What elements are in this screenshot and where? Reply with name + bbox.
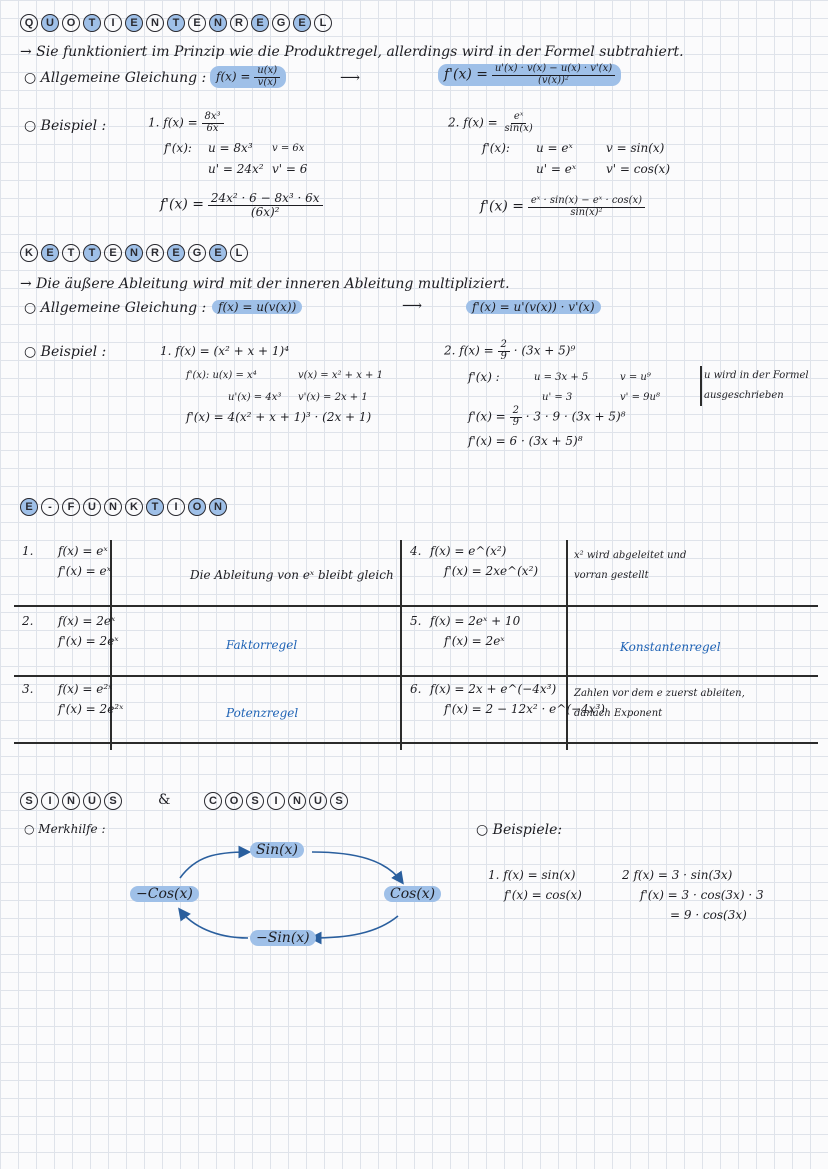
heading-letter: K <box>20 244 38 262</box>
heading-letter: N <box>209 498 227 516</box>
quotient-example-label: ○ Beispiel : <box>24 118 107 134</box>
quotient-ex1-u: u = 8x³ <box>208 141 253 155</box>
efunc-table-rule-2 <box>14 675 818 677</box>
efunc-row-function: f(x) = e²ˣ <box>58 682 113 696</box>
efunc-row-derivative: f'(x) = eˣ <box>58 564 111 578</box>
chain-side-note-line2: ausgeschrieben <box>704 390 784 401</box>
efunc-table-rule-1 <box>14 605 818 607</box>
heading-letter: E <box>188 14 206 32</box>
efunc-table-divider-3 <box>566 540 568 750</box>
quotient-ex1-deriv-label: f'(x): <box>164 141 192 155</box>
efunc-row-note: Faktorregel <box>226 638 298 652</box>
sincos-ex1-derivative: f'(x) = cos(x) <box>504 888 582 902</box>
chain-general-label: ○ Allgemeine Gleichung : <box>24 300 207 316</box>
efunc-row-derivative: f'(x) = 2xe^(x²) <box>444 564 539 578</box>
heading-letter: T <box>167 14 185 32</box>
efunc-row-number: 1. <box>22 544 34 558</box>
heading-letter: U <box>83 792 101 810</box>
sincos-ex2-simplified: = 9 · cos(3x) <box>670 908 747 922</box>
quotient-ex2-v-prime: v' = cos(x) <box>606 162 670 176</box>
heading-letter: E <box>209 244 227 262</box>
heading-letter: T <box>83 14 101 32</box>
heading-letter: U <box>83 498 101 516</box>
efunc-row-derivative: f'(x) = 2eˣ <box>444 634 505 648</box>
sincos-ex1-function: 1. f(x) = sin(x) <box>488 868 576 882</box>
heading-letter: I <box>104 14 122 32</box>
efunc-row-function: f(x) = 2x + e^(−4x³) <box>430 682 557 696</box>
chain-ex2-line1: 2. f(x) = $\frac{2}{9}$ · (3x + 5)⁹ <box>444 339 576 362</box>
arrow-cos-to-negsin <box>312 916 398 938</box>
heading-letter: U <box>41 14 59 32</box>
efunc-row-number: 5. <box>410 614 422 628</box>
efunc-table-divider-2 <box>400 540 402 750</box>
chain-ex1-line2a: f'(x): u(x) = x⁴ <box>186 370 257 381</box>
chain-ex2-line2c: v = u⁹ <box>620 372 651 383</box>
chain-side-note-divider <box>700 366 702 406</box>
chain-arrow: ⟶ <box>402 298 423 314</box>
quotient-general-label: ○ Allgemeine Gleichung : <box>24 70 207 86</box>
efunc-row-derivative: f'(x) = 2eˣ <box>58 634 119 648</box>
chain-side-note-line1: u wird in der Formel <box>704 370 809 381</box>
efunc-table-rule-3 <box>14 742 818 744</box>
chain-ex1-line2b: v(x) = x² + x + 1 <box>298 370 383 381</box>
heading-letter: E <box>293 14 311 32</box>
heading-letter: T <box>146 498 164 516</box>
quotient-ex2-v: v = sin(x) <box>606 141 665 155</box>
sincos-neg-cos: −Cos(x) <box>130 886 199 902</box>
heading-letter: S <box>104 792 122 810</box>
chain-example-label: ○ Beispiel : <box>24 344 107 360</box>
heading-letter: S <box>246 792 264 810</box>
efunc-row-number: 2. <box>22 614 34 628</box>
efunc-row-note: Die Ableitung von eˣ bleibt gleich <box>190 568 394 582</box>
quotient-arrow: ⟶ <box>340 70 361 86</box>
heading-letter: L <box>230 244 248 262</box>
heading-letter: E <box>125 14 143 32</box>
heading-letter: O <box>188 498 206 516</box>
sincos-ampersand: & <box>158 792 171 808</box>
heading-letter: E <box>167 244 185 262</box>
sincos-title-sinus <box>20 792 122 810</box>
quotient-ex1-u-prime: u' = 24x² <box>208 162 264 176</box>
chain-ex2-line5: f'(x) = 6 · (3x + 5)⁸ <box>468 434 583 448</box>
efunc-row-note: Zahlen vor dem e zuerst ableiten, <box>574 688 745 699</box>
chain-ex1-line1: 1. f(x) = (x² + x + 1)⁴ <box>160 344 290 358</box>
heading-letter: I <box>41 792 59 810</box>
sincos-sin: Sin(x) <box>250 842 304 858</box>
heading-letter: N <box>125 244 143 262</box>
heading-letter: O <box>225 792 243 810</box>
chain-ex1-line3a: u'(x) = 4x³ <box>228 392 282 403</box>
arrow-sin-to-cos <box>312 852 402 882</box>
quotient-ex1-v-prime: v' = 6 <box>272 162 308 176</box>
heading-letter: S <box>20 792 38 810</box>
quotient-intro: → Sie funktioniert im Prinzip wie die Produktregel, allerdings wird in der Formel subtrahiert. <box>20 44 684 60</box>
heading-letter: R <box>146 244 164 262</box>
efunc-row-number: 4. <box>410 544 422 558</box>
arrow-negsin-to-negcos <box>180 910 248 938</box>
heading-letter: N <box>146 14 164 32</box>
chain-derivative-formula: f'(x) = u'(v(x)) · v'(x) <box>466 300 601 314</box>
efunc-row-note-line2: vorran gestellt <box>574 570 649 581</box>
heading-letter: G <box>188 244 206 262</box>
quotient-derivative-formula: f'(x) = $\frac{u'(x) \cdot v(x) - u(x) \cdot v'(x)}{\text{(v(x))²}}$ <box>438 64 621 86</box>
chain-ex2-line3b: u' = 3 <box>542 392 573 403</box>
quotient-ex1-result: f'(x) = $\frac{\text{24x² · 6 − 8x³ · 6x}}{\text{(6x)²}}$ <box>160 192 323 218</box>
efunc-row-function: f(x) = eˣ <box>58 544 108 558</box>
heading-letter: K <box>125 498 143 516</box>
efunc-row-note-line2: danach Exponent <box>574 708 663 719</box>
chain-ex1-line4: f'(x) = 4(x² + x + 1)³ · (2x + 1) <box>186 410 372 424</box>
heading-letter: E <box>41 244 59 262</box>
heading-letter: I <box>267 792 285 810</box>
quotient-ex1-function: 1. f(x) = $\frac{\text{8x³}}{6x}$ <box>148 112 224 134</box>
efunc-row-function: f(x) = e^(x²) <box>430 544 507 558</box>
sincos-ex2-function: 2 f(x) = 3 · sin(3x) <box>622 868 733 882</box>
heading-letter: E <box>20 498 38 516</box>
efunc-row-note: Potenzregel <box>226 706 299 720</box>
heading-letter: - <box>41 498 59 516</box>
efunc-row-derivative: f'(x) = 2e²ˣ <box>58 702 124 716</box>
efunc-row-note: x² wird abgeleitet und <box>574 550 687 561</box>
heading-letter: I <box>167 498 185 516</box>
heading-letter: C <box>204 792 222 810</box>
efunc-row-number: 3. <box>22 682 34 696</box>
heading-letter: N <box>288 792 306 810</box>
sincos-cos: Cos(x) <box>384 886 441 902</box>
chain-title <box>20 244 248 262</box>
heading-letter: N <box>62 792 80 810</box>
heading-letter: O <box>62 14 80 32</box>
heading-letter: L <box>314 14 332 32</box>
chain-ex2-line2b: u = 3x + 5 <box>534 372 589 383</box>
efunc-row-function: f(x) = 2eˣ + 10 <box>430 614 521 628</box>
sincos-hint-label: ○ Merkhilfe : <box>24 822 106 836</box>
quotient-ex1-v: v = 6x <box>272 143 305 154</box>
sincos-examples-label: ○ Beispiele: <box>476 822 563 838</box>
sincos-title-cosinus <box>204 792 348 810</box>
sincos-ex2-derivative: f'(x) = 3 · cos(3x) · 3 <box>640 888 764 902</box>
heading-letter: E <box>104 244 122 262</box>
heading-letter: Q <box>20 14 38 32</box>
heading-letter: S <box>330 792 348 810</box>
chain-ex2-line3c: v' = 9u⁸ <box>620 392 660 403</box>
efunc-row-derivative: f'(x) = 2 − 12x² · e^(−4x³) <box>444 702 605 716</box>
quotient-ex2-deriv-label: f'(x): <box>482 141 510 155</box>
efunc-title <box>20 498 227 516</box>
chain-ex2-line4: f'(x) = $\frac{2}{9}$ · 3 · 9 · (3x + 5)⁸ <box>468 405 626 428</box>
efunc-row-note: Konstantenregel <box>620 640 721 654</box>
quotient-ex2-u-prime: u' = eˣ <box>536 162 577 176</box>
heading-letter: N <box>104 498 122 516</box>
heading-letter: U <box>309 792 327 810</box>
heading-letter: G <box>272 14 290 32</box>
heading-letter: T <box>83 244 101 262</box>
quotient-general-formula: f(x) = $\frac{u(x)}{v(x)}$ <box>210 66 286 88</box>
quotient-title <box>20 14 332 32</box>
quotient-ex2-function: 2. f(x) = $\frac{\text{eˣ}}{\sin(x)}$ <box>448 111 533 134</box>
efunc-row-function: f(x) = 2eˣ <box>58 614 116 628</box>
sincos-neg-sin: −Sin(x) <box>250 930 316 946</box>
heading-letter: R <box>230 14 248 32</box>
efunc-row-number: 6. <box>410 682 422 696</box>
quotient-ex2-u: u = eˣ <box>536 141 573 155</box>
chain-ex2-line2a: f'(x) : <box>468 370 500 384</box>
heading-letter: N <box>209 14 227 32</box>
heading-letter: T <box>62 244 80 262</box>
quotient-ex2-result: f'(x) = $\frac{\text{eˣ · sin(x) − eˣ · cos(x)}}{\text{sin(x)²}}$ <box>480 196 645 218</box>
chain-intro: → Die äußere Ableitung wird mit der inneren Ableitung multipliziert. <box>20 276 510 292</box>
chain-ex1-line3b: v'(x) = 2x + 1 <box>298 392 368 403</box>
heading-letter: E <box>251 14 269 32</box>
arrow-negcos-to-sin <box>180 852 248 878</box>
chain-general-formula: f(x) = u(v(x)) <box>212 300 302 314</box>
heading-letter: F <box>62 498 80 516</box>
